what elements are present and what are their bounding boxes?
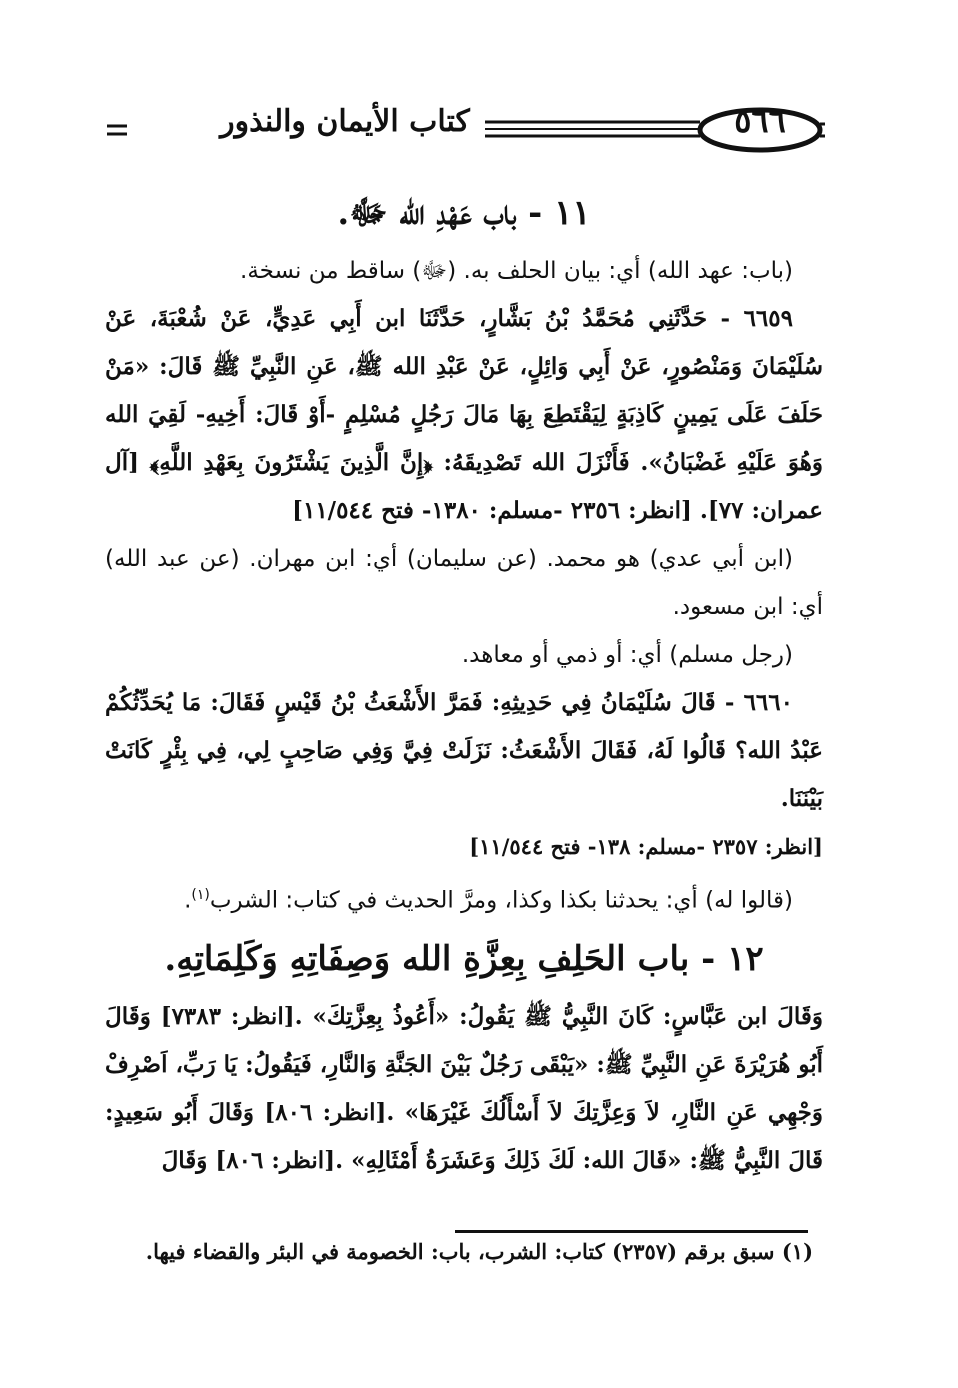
- hadith-reference: [انظر: ٢٣٥٧ -مسلم: ١٣٨- فتح ١١/٥٤٤]: [469, 834, 823, 859]
- hadith-text: وَقَالَ ابن عَبَّاسٍ: كَانَ النَّبِيُّ ﷺ يَقُولُ: «أَعُوذُ بِعِزَّتِكَ» .[انظر: ٧٣٨٣] وَقَالَ أَبُو هُرَيْرَةَ عَنِ النَّبِيِّ ﷺ: «يَبْقَى رَجُلٌ بَيْنَ الجَنَّةِ وَالنَّارِ، فَيَقُولُ: يَا رَبِّ، اَصْرِفْ وَجْهِي عَنِ النَّارِ، لاَ وَعِزَّتِكَ لاَ أَسْأَلُكَ غَيْرَهَا» .[انظر: ٨٠٦] وَقَالَ أَبُو سَعِيدٍ: قَالَ النَّبِيُّ ﷺ: «قَالَ الله: لَكَ ذَلِكَ وَعَشَرَةُ أَمْثَالِهِ» .[انظر: ٨٠٦] وَقَالَ: [105, 1002, 823, 1174]
- commentary-text: (قالوا له) أي: يحدثنا بكذا وكذا، ومرَّ الحديث في كتاب: الشرب: [209, 887, 793, 914]
- page-header: [105, 100, 825, 160]
- commentary-end: .: [184, 887, 192, 914]
- commentary-paragraph: (رجل مسلم) أي: أو ذمي أو معاهد.: [461, 642, 793, 668]
- footnote: (١) سبق برقم (٢٣٥٧) كتاب: الشرب، باب: الخصومة في البئر والقضاء فيها.: [145, 1239, 813, 1264]
- page-number: ٥٦٦: [734, 102, 786, 140]
- hadith-6659: ٦٦٥٩ - حَدَّثَنِي مُحَمَّدُ بْنُ بَشَّارٍ، حَدَّثَنَا ابن أَبِي عَدِيٍّ، عَنْ شُعْبَةَ، عَنْ سُلَيْمَانَ وَمَنْصُورٍ، عَنْ أَبِي وَائِلٍ، عَنْ عَبْدِ الله ﷺ، عَنِ النَّبِيِّ ﷺ قَالَ: «مَنْ حَلَفَ عَلَى يَمِينٍ كَاذِبَةٍ لِيَقْتَطِعَ بِهَا مَالَ رَجُلٍ مُسْلِمٍ -أَوْ قَالَ: أَخِيهِ- لَقِيَ الله وَهُوَ عَلَيْهِ غَضْبَانُ». فَأَنْزَلَ الله تَصْدِيقَهُ: ﴿إِنَّ الَّذِينَ يَشْتَرُونَ بِعَهْدِ اللَّهِ﴾ [آل عمران: ٧٧]. [انظر: ٢٣٥٦ -مسلم: ١٣٨٠- فتح ١١/٥٤٤]: [105, 305, 823, 524]
- commentary-paragraph: (باب: عهد الله) أي: بيان الحلف به. (ﷻ) ساقط من نسخة.: [240, 258, 793, 284]
- footnote-marker: (١): [191, 887, 210, 903]
- page-content: [105, 185, 823, 1185]
- book-title: كتاب الأيمان والنذور: [220, 104, 470, 139]
- commentary-paragraph: (ابن أبي عدي) هو محمد. (عن سليمان) أي: ابن مهران. (عن عبد الله) أي: ابن مسعود.: [105, 546, 823, 620]
- hadith-6660: ٦٦٦٠ - قَالَ سُلَيْمَانُ فِي حَدِيثِهِ: فَمَرَّ الأَشْعَثُ بْنُ قَيْسٍ فَقَالَ: مَا يُحَدِّثُكُمْ عَبْدُ الله؟ قَالُوا لَهُ، فَقَالَ الأَشْعَثُ: نَزَلَتْ فِيَّ وَفِي صَاحِبٍ لِي، فِي بِئْرٍ كَانَتْ بَيْنَنَا.: [105, 689, 823, 812]
- chapter-heading-11: ١١ - باب عَهْدِ الله ﷻ.: [337, 193, 591, 233]
- commentary-paragraph: [105, 871, 823, 925]
- chapter-heading-12: ١٢ - باب الحَلِفِ بِعِزَّةِ الله وَصِفَاتِهِ وَكَلِمَاتِهِ.: [164, 938, 764, 979]
